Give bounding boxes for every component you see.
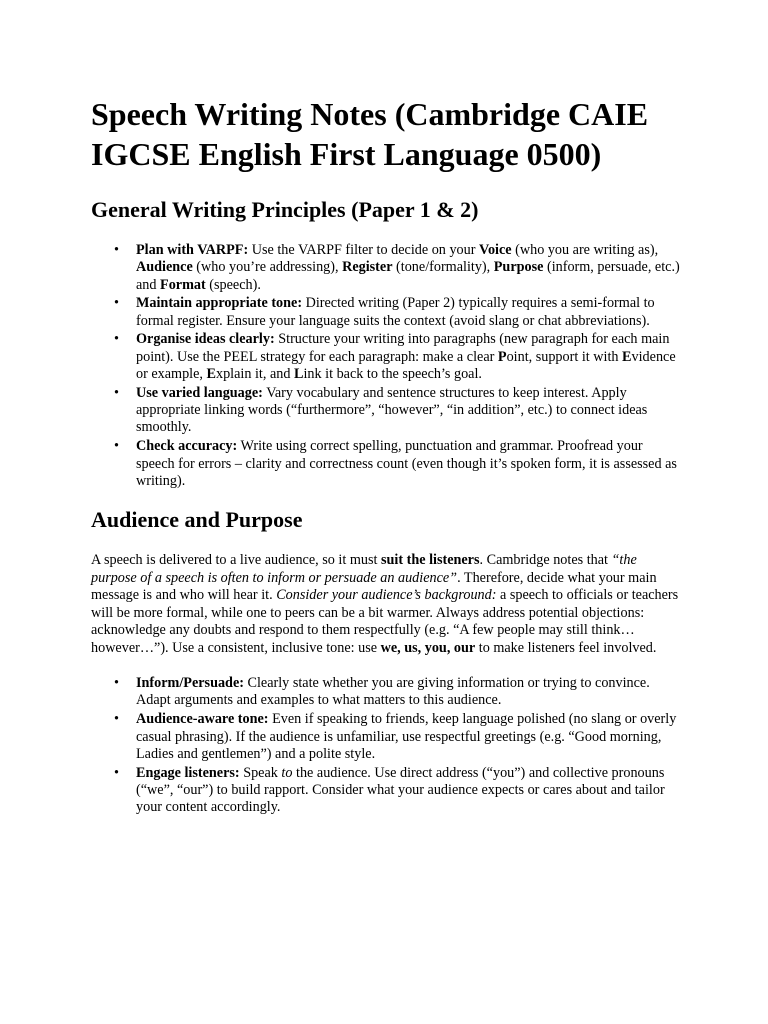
bold-text: Engage listeners: bbox=[136, 764, 240, 781]
bold-text: Format bbox=[160, 276, 206, 293]
text-run: the audience. Use direct address (“you”) and collective pronouns (“we”, “our”) to build rapport. Consider what your audience expects or cares about and tailor your content accordingly. bbox=[136, 764, 665, 816]
text-run: a speech to officials or teachers will be more formal, while one to peers can be a bit warmer. Always address potential objections: acknowledge any doubts and respond to them respectfully (e.g. “A few people may still think… however…”). Use a consistent, inclusive tone: use bbox=[91, 587, 679, 656]
bold-text: Inform/Persuade: bbox=[136, 675, 244, 692]
audience-purpose-list bbox=[91, 675, 680, 816]
bullet-icon: • bbox=[114, 764, 119, 781]
text-run: to make listeners feel involved. bbox=[475, 639, 657, 656]
bold-text: we, us, you, our bbox=[380, 639, 476, 656]
text-run: Clearly state whether you are giving information or trying to convince. Adapt arguments and examples to what matters to this audience. bbox=[136, 675, 650, 709]
bold-text: Organise ideas clearly: bbox=[136, 331, 275, 348]
text-run: Even if speaking to friends, keep language polished (no slang or overly casual phrasing). If the audience is unfamiliar, use respectful greetings (e.g. “Good morning, Ladies and gentlemen”) and a polite style. bbox=[136, 711, 677, 762]
bold-text: Audience bbox=[136, 259, 193, 276]
bold-text: Register bbox=[342, 259, 393, 276]
bold-text: Check accuracy: bbox=[136, 438, 238, 455]
text-run: (tone/formality), bbox=[392, 259, 494, 276]
bold-text: Voice bbox=[479, 242, 512, 258]
bullet-icon: • bbox=[114, 331, 119, 348]
text-run: (who you are writing as), bbox=[511, 242, 659, 258]
audience-purpose-paragraph bbox=[91, 552, 680, 657]
bullet-icon: • bbox=[114, 438, 119, 455]
bullet-icon: • bbox=[114, 384, 119, 401]
bold-text: Maintain appropriate tone: bbox=[136, 295, 303, 312]
italic-text: Consider your audience’s background: bbox=[276, 587, 497, 604]
list-item bbox=[114, 711, 680, 763]
list-item bbox=[114, 764, 680, 817]
list-item bbox=[114, 438, 680, 490]
bold-text: Audience-aware tone: bbox=[136, 711, 269, 728]
text-run: . Therefore, decide what your main message is and who will hear it. bbox=[91, 569, 657, 604]
bold-text: E bbox=[622, 348, 632, 365]
bold-text: E bbox=[206, 366, 216, 383]
text-run: Use the VARPF filter to decide on your bbox=[248, 242, 479, 258]
bullet-icon: • bbox=[114, 675, 119, 692]
bullet-icon: • bbox=[114, 711, 119, 728]
bold-text: P bbox=[497, 348, 507, 365]
text-run: xplain it, and bbox=[215, 366, 295, 383]
text-run: Speak bbox=[239, 764, 282, 781]
bold-text: suit the listeners bbox=[380, 552, 480, 569]
text-run: vidence or example, bbox=[136, 348, 676, 383]
general-principles-list bbox=[91, 242, 680, 490]
text-run: . Cambridge notes that bbox=[479, 552, 612, 569]
list-item bbox=[114, 384, 680, 437]
text-run: A speech is delivered to a live audience, so it must bbox=[91, 552, 381, 569]
text-run: Directed writing (Paper 2) typically requires a semi-formal to formal register. Ensure your language suits the context (avoid slang or chat abbreviations). bbox=[136, 295, 655, 329]
italic-text: to bbox=[281, 764, 293, 781]
text-run: ink it back to the speech’s goal. bbox=[303, 366, 482, 383]
text-run: (speech). bbox=[205, 276, 261, 293]
document-title: Speech Writing Notes (Cambridge CAIE IGCSE English First Language 0500) bbox=[91, 96, 649, 172]
text-run: (inform, persuade, etc.) and bbox=[136, 259, 680, 293]
text-run: Structure your writing into paragraphs (new paragraph for each main point). Use the PEEL strategy for each paragraph: make a clear bbox=[136, 331, 670, 365]
text-run: oint, support it with bbox=[506, 348, 623, 365]
bullet-icon: • bbox=[114, 295, 119, 312]
list-item bbox=[114, 675, 680, 710]
list-item bbox=[114, 295, 680, 330]
text-run: Write using correct spelling, punctuation and grammar. Proofread your speech for errors – clarity and correctness count (even though it’s spoken form, it is assessed as writing). bbox=[136, 438, 677, 489]
bullet-icon: • bbox=[114, 242, 119, 258]
text-run: Vary vocabulary and sentence structures to keep interest. Apply appropriate linking words (“furthermore”, “however”, “in addition”, etc.) to connect ideas smoothly. bbox=[136, 384, 648, 436]
bold-text: Plan with VARPF: bbox=[136, 242, 249, 258]
section-heading-general-principles: General Writing Principles (Paper 1 & 2) bbox=[91, 197, 479, 222]
list-item bbox=[114, 331, 680, 383]
bold-text: L bbox=[294, 366, 304, 383]
bold-text: Purpose bbox=[493, 259, 544, 276]
section-heading-audience-purpose: Audience and Purpose bbox=[91, 507, 303, 533]
bold-text: Use varied language: bbox=[136, 384, 263, 401]
italic-text: “the purpose of a speech is often to inform or persuade an audience” bbox=[91, 552, 637, 586]
text-run: (who you’re addressing), bbox=[192, 259, 343, 276]
list-item bbox=[114, 242, 680, 294]
